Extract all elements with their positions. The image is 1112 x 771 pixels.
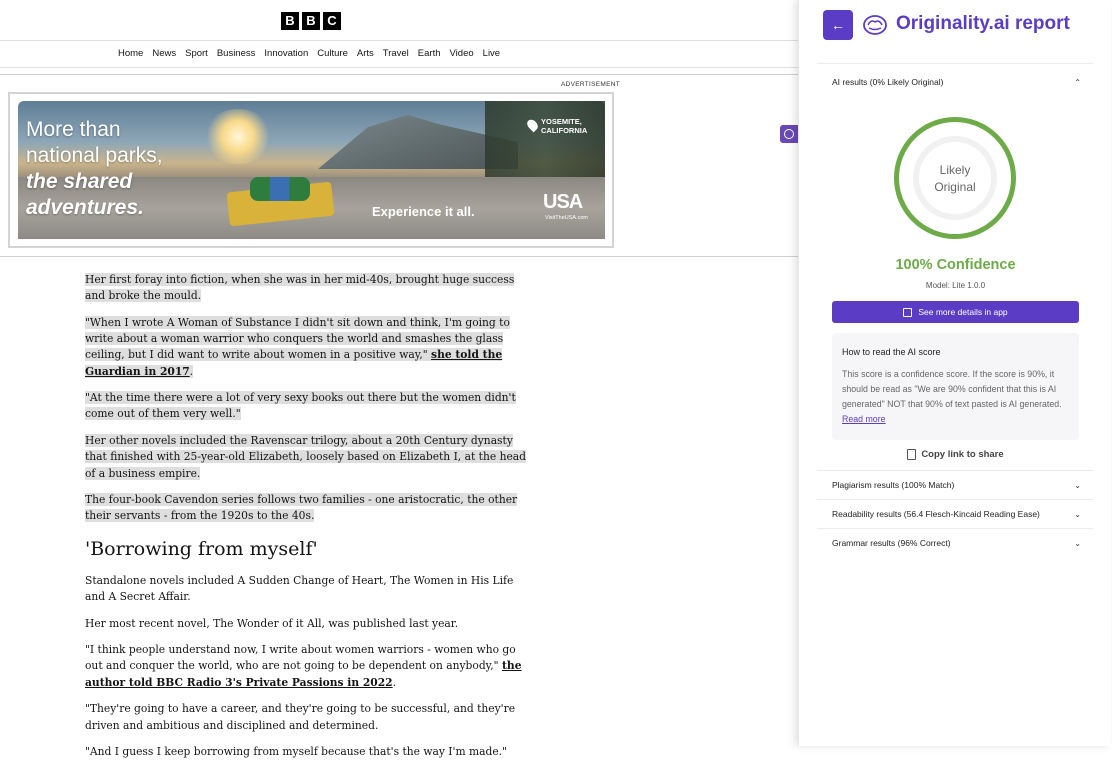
article-paragraph: [85, 272, 535, 304]
paragraph-text: "When I wrote A Woman of Substance I didn't sit down and think, I'm going to write about a woman warrior who conquers the world and smashes the glass ceiling, but I did want to write about women in a positive way,": [85, 315, 510, 362]
copy-icon: [907, 449, 916, 460]
nav-travel[interactable]: Travel: [382, 48, 409, 59]
nav-business[interactable]: Business: [216, 48, 256, 59]
how-to-read-text: This score is a confidence score. If the score is 90%, it should be read as "We are 90% confident that this is AI generated" NOT that 90% of text pasted is AI generated.: [842, 369, 1062, 409]
back-button[interactable]: ←: [823, 10, 853, 40]
nav-divider: [0, 40, 798, 41]
plagiarism-results-header[interactable]: [832, 480, 1081, 490]
article-paragraph: "And I guess I keep borrowing from myself because that's the way I'm made.": [85, 745, 507, 759]
ring-label-line: Original: [934, 180, 976, 194]
article-body: [85, 272, 535, 771]
chevron-down-icon: ⌄: [1074, 538, 1081, 548]
ad-cta: Experience it all.: [372, 204, 475, 219]
article-paragraph: Her most recent novel, The Wonder of it All, was published last year.: [85, 616, 459, 630]
chevron-down-icon: ⌄: [1074, 480, 1081, 490]
ad-sun: [203, 109, 273, 164]
ad-band-divider: [0, 74, 798, 75]
paragraph-text: .: [189, 364, 194, 378]
read-more-link[interactable]: Read more: [842, 414, 886, 424]
nav-arts[interactable]: Arts: [356, 48, 374, 59]
section-heading: 'Borrowing from myself': [85, 537, 318, 560]
brain-icon: [784, 129, 794, 139]
chevron-up-icon: ⌃: [1074, 77, 1081, 87]
bbc-logo-c: C: [323, 12, 341, 30]
copy-link-label: Copy link to share: [921, 449, 1004, 460]
nav-video[interactable]: Video: [449, 48, 474, 59]
ad-location: [528, 117, 587, 135]
copy-link-button[interactable]: [799, 449, 1112, 460]
highlighted-text: Her other novels included the Ravenscar trilogy, about a 20th Century dynasty that finished with 25-year-old Elizabeth, loosely based on Elizabeth I, at the head of a business empire.: [85, 434, 526, 480]
bbc-logo-b2: B: [302, 12, 320, 30]
score-ring: [894, 117, 1016, 239]
external-link-icon: [903, 308, 912, 317]
ad-headline-line: adventures.: [26, 196, 144, 219]
highlighted-text: [85, 316, 510, 378]
chevron-down-icon: ⌄: [1074, 509, 1081, 519]
ad-headline-line: national parks,: [26, 144, 163, 167]
model-version: Model: Lite 1.0.0: [925, 281, 986, 290]
radio3-link[interactable]: the author told BBC Radio 3's Private Passions in 2022: [85, 659, 522, 689]
ad-headline-line: the shared: [26, 170, 133, 193]
how-to-read-body: [842, 367, 1069, 427]
grammar-results-label: Grammar results (96% Correct): [832, 538, 951, 548]
ad-banner[interactable]: [18, 101, 605, 239]
brain-logo-icon: [862, 14, 888, 36]
ad-location-line: CALIFORNIA: [541, 126, 588, 135]
ring-label: [899, 162, 1011, 196]
ring-label-line: Likely: [939, 163, 971, 177]
panel-divider: [817, 528, 1093, 529]
nav-home[interactable]: Home: [118, 48, 144, 59]
ad-headline-line: More than: [26, 118, 121, 141]
originality-float-button[interactable]: [780, 125, 798, 143]
ad-band-divider-bottom: [0, 256, 798, 257]
grammar-results-header[interactable]: [832, 538, 1081, 548]
highlighted-text: Her first foray into fiction, when she was in her mid-40s, brought huge success and broke the mould.: [85, 273, 515, 303]
nav-earth[interactable]: Earth: [417, 48, 441, 59]
panel-divider: [817, 470, 1093, 471]
article-paragraph: "They're going to have a career, and they're going to be successful, and they're driven and ambitious and disciplined and determined.: [85, 702, 516, 732]
ai-results-label: AI results (0% Likely Original): [832, 77, 944, 87]
how-to-read-box: [832, 333, 1079, 440]
nav-news[interactable]: News: [152, 48, 177, 59]
nav-culture[interactable]: Culture: [317, 48, 348, 59]
how-to-read-title: How to read the AI score: [842, 347, 941, 357]
advertisement-label: ADVERTISEMENT: [561, 81, 621, 88]
confidence-score: 100% Confidence: [895, 257, 1016, 273]
nav-innovation[interactable]: Innovation: [264, 48, 309, 59]
bbc-logo[interactable]: [281, 12, 341, 30]
highlighted-text: The four-book Cavendon series follows two families - one aristocratic, the other their servants - from the 1920s to the 40s.: [85, 493, 518, 523]
article-paragraph: [85, 315, 535, 380]
bbc-logo-b1: B: [281, 12, 299, 30]
location-pin-icon: [525, 118, 540, 133]
article-paragraph: [85, 642, 535, 691]
panel-divider: [817, 499, 1093, 500]
nav-live[interactable]: Live: [482, 48, 501, 59]
nav-sport[interactable]: Sport: [185, 48, 208, 59]
originality-report-panel: [798, 0, 1111, 746]
ad-headline: [26, 117, 163, 221]
article-paragraph: [85, 390, 535, 422]
ad-campers: [250, 177, 310, 201]
paragraph-text: .: [392, 675, 397, 689]
paragraph-text: "I think people understand now, I write about women warriors - women who go out and conquer the world, who are not going to be dependent on anybody,": [85, 643, 516, 673]
guardian-link[interactable]: she told the Guardian in 2017: [85, 348, 503, 378]
readability-results-label: Readability results (56.4 Flesch-Kincaid Reading Ease): [832, 509, 1040, 519]
ai-results-header[interactable]: [832, 77, 1081, 87]
highlighted-text: "At the time there were a lot of very sexy books out there but the women didn't come out of them very well.": [85, 391, 516, 421]
article-paragraph: [85, 492, 535, 524]
report-title: Originality.ai report: [896, 13, 1070, 34]
plagiarism-results-label: Plagiarism results (100% Match): [832, 480, 955, 490]
nav-divider-bottom: [0, 67, 798, 68]
visit-usa-logo: USA: [543, 191, 583, 213]
see-details-label: See more details in app: [918, 307, 1008, 317]
readability-results-header[interactable]: [832, 509, 1081, 519]
panel-divider: [817, 63, 1093, 64]
see-details-button[interactable]: [832, 301, 1079, 323]
article-paragraph: Standalone novels included A Sudden Change of Heart, The Women in His Life and A Secret Affair.: [85, 573, 514, 603]
ad-location-line: YOSEMITE,: [541, 117, 582, 126]
visit-usa-url: VisitTheUSA.com: [545, 215, 588, 221]
article-paragraph: [85, 433, 535, 482]
main-nav: [118, 48, 509, 62]
